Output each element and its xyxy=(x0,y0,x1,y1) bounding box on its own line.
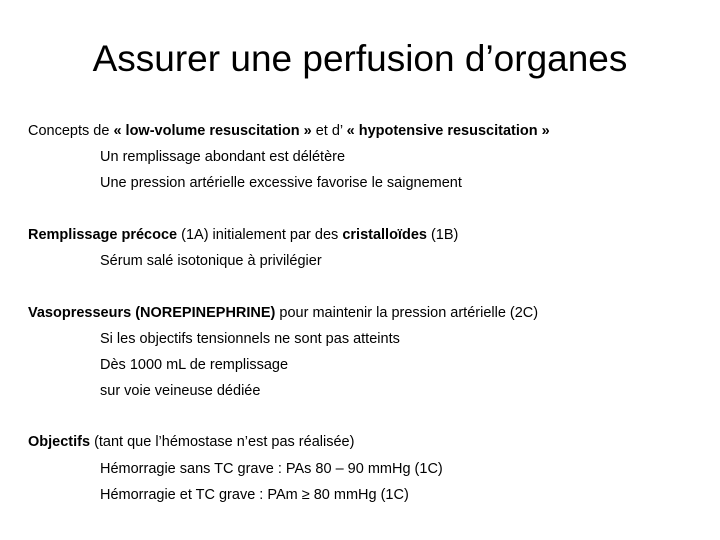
vasopresseurs-term: Vasopresseurs (NOREPINEPHRINE) xyxy=(28,305,276,321)
concepts-item: Une pression artérielle excessive favorise le saignement xyxy=(100,175,462,191)
vasopresseurs-heading xyxy=(28,303,538,323)
objectifs-heading xyxy=(28,432,354,452)
remplissage-item: Sérum salé isotonique à privilégier xyxy=(100,253,322,269)
concepts-item: Un remplissage abondant est délétère xyxy=(100,149,346,165)
objectifs-item: Hémorragie sans TC grave : PAs 80 – 90 mmHg (1C) xyxy=(100,461,443,477)
concepts-prefix: Concepts de xyxy=(28,123,114,139)
remplissage-heading xyxy=(28,225,458,245)
remplissage-term-cristalloides: cristalloïdes xyxy=(342,227,427,243)
vasopresseurs-item: sur voie veineuse dédiée xyxy=(100,383,261,399)
vasopresseurs-item: Dès 1000 mL de remplissage xyxy=(100,357,289,373)
remplissage-text-end: (1B) xyxy=(426,227,459,243)
objectifs-term: Objectifs xyxy=(28,434,91,450)
objectifs-text: (tant que l’hémostase n’est pas réalisée) xyxy=(90,434,355,450)
remplissage-text: (1A) initialement par des xyxy=(177,227,343,243)
vasopresseurs-item: Si les objectifs tensionnels ne sont pas atteints xyxy=(100,331,400,347)
slide-title: Assurer une perfusion d’organes xyxy=(92,38,628,79)
concepts-heading xyxy=(28,121,550,141)
concepts-term-low-volume: « low-volume resuscitation » xyxy=(113,123,312,139)
concepts-mid: et d’ xyxy=(311,123,347,139)
vasopresseurs-text: pour maintenir la pression artérielle (2C) xyxy=(275,305,539,321)
remplissage-term: Remplissage précoce xyxy=(28,227,178,243)
objectifs-item: Hémorragie et TC grave : PAm ≥ 80 mmHg (1C) xyxy=(100,487,409,503)
concepts-term-hypotensive: « hypotensive resuscitation » xyxy=(346,123,550,139)
